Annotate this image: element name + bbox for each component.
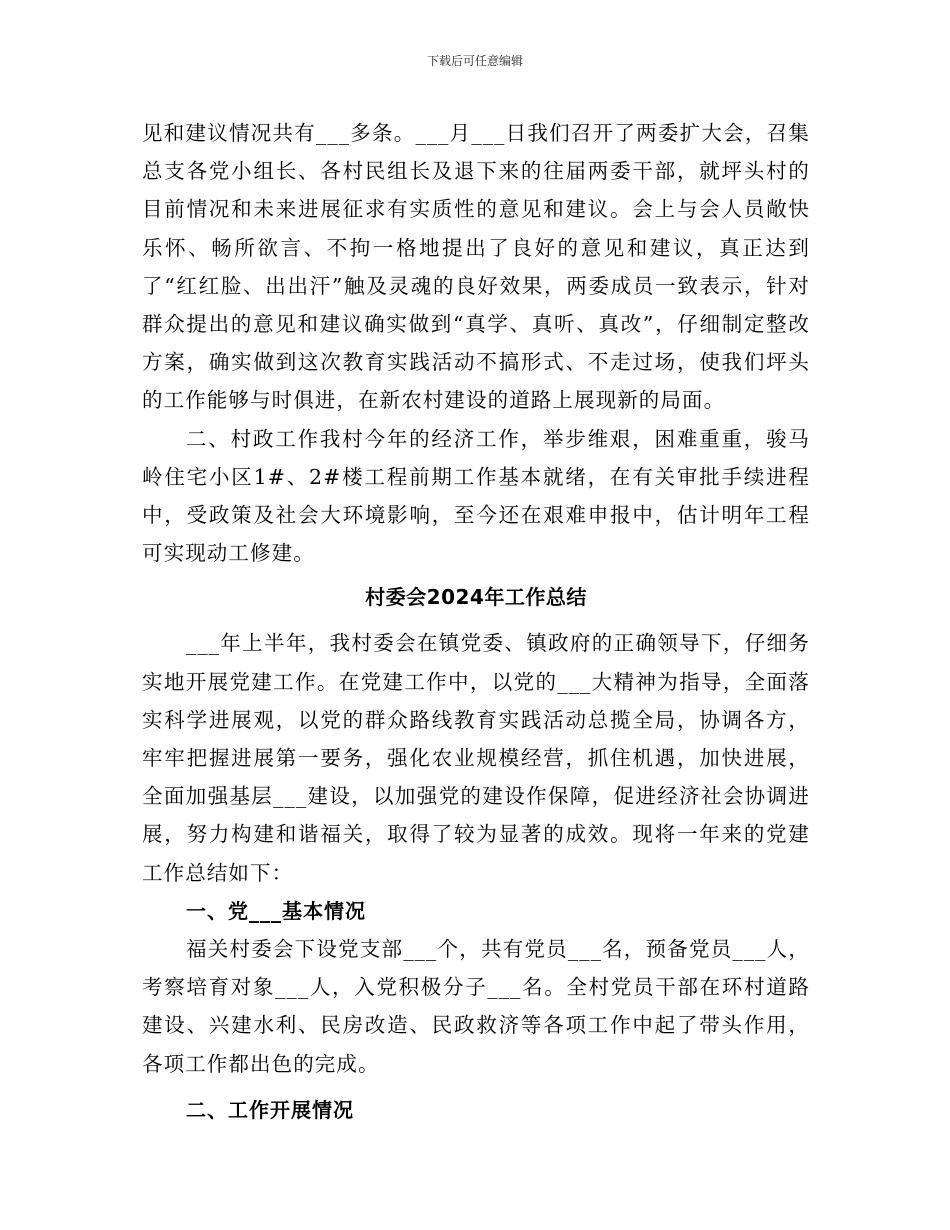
paragraph-continuation: 见和建议情况共有___多条。___月___日我们召开了两委扩大会，召集总支各党小组长、各村民组长及退下来的往届两委干部，就坪头村的目前情况和未来进展征求有实质性的意见和建议。会上与会人员敞快乐怀、畅所欲言、不拘一格地提出了良好的意见和建议，真正达到了“红红脸、出出汗”触及灵魂的良好效果，两委成员一致表示，针对群众提出的意见和建议确实做到“真学、真听、真改”，仔细制定整改方案，确实做到这次教育实践活动不搞形式、不走过场，使我们坪头的工作能够与时俱进，在新农村建设的道路上展现新的局面。 [142,121,810,413]
section-heading-basic-info: 一、党___基本情况 [186,898,366,923]
paragraph-intro: ___年上半年，我村委会在镇党委、镇政府的正确领导下，仔细务实地开展党建工作。在党建工作中，以党的___大精神为指导，全面落实科学进展观，以党的群众路线教育实践活动总揽全局，协调各方，牢牢把握进展第一要务，强化农业规模经营，抓住机遇，加快进展，全面加强基层___建设，以加强党的建设作保障，促进经济社会协调进展，努力构建和谐福关，取得了较为显著的成效。现将一年来的党建工作总结如下： [142,631,810,885]
header-note: 下载后可任意编辑 [426,54,523,68]
paragraph-village-affairs: 二、村政工作我村今年的经济工作，举步维艰，困难重重，骏马岭住宅小区1#、2#楼工程前期工作基本就绪，在有关审批手续进程中，受政策及社会大环境影响，至今还在艰难申报中，估计明年工程可实现动工修建。 [142,426,810,566]
paragraph-basic-info: 福关村委会下设党支部___个，共有党员___名，预备党员___人，考察培育对象___人，入党积极分子___名。全村党员干部在环村道路建设、兴建水利、民房改造、民政救济等各项工作中起了带头作用，各项工作都出色的完成。 [142,937,810,1076]
document-title: 村委会2024年工作总结 [365,585,587,610]
document-body [142,114,810,1129]
section-heading-work-progress: 二、工作开展情况 [186,1097,354,1122]
